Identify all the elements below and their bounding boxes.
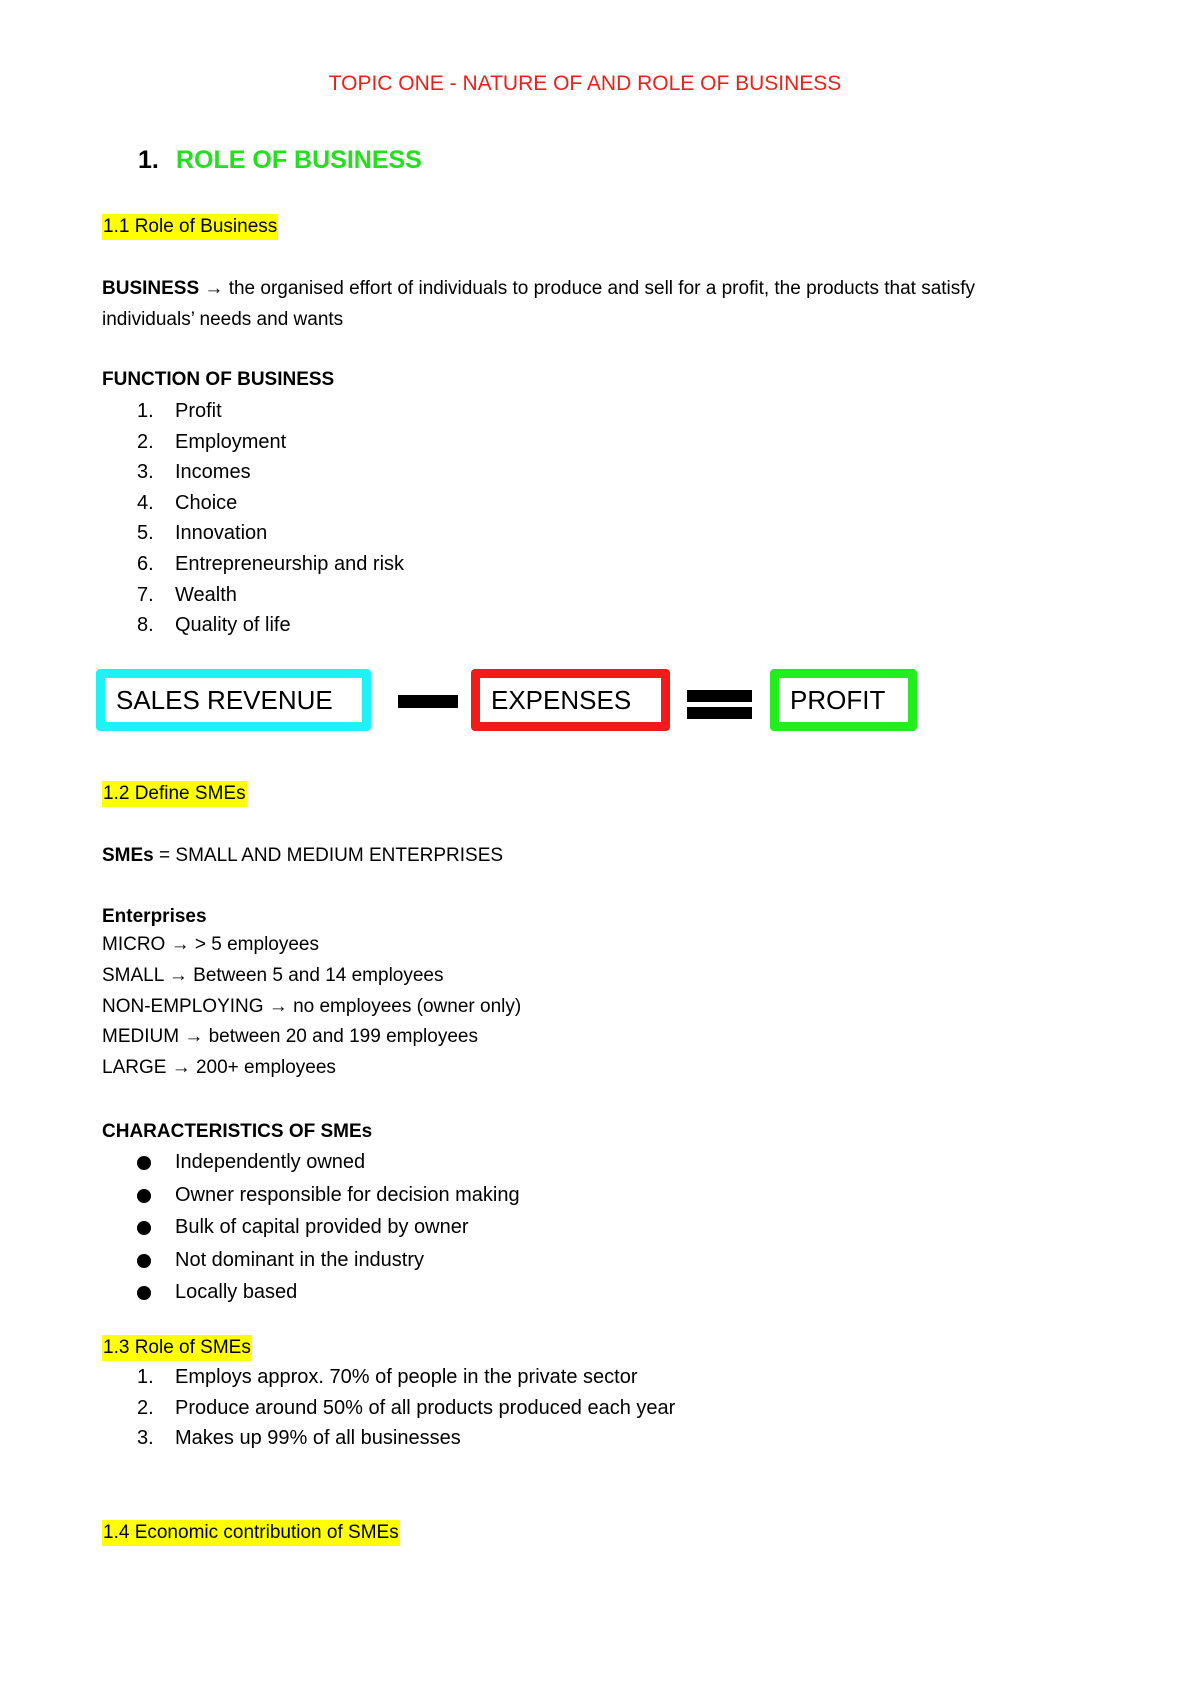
list-item: 7. Wealth [137, 583, 237, 606]
characteristics-heading: CHARACTERISTICS OF SMEs [102, 1121, 373, 1142]
list-item: Owner responsible for decision making [102, 1180, 520, 1213]
subheading-1-2: 1.2 Define SMEs [102, 781, 247, 807]
function-of-business-heading: FUNCTION OF BUSINESS [102, 369, 335, 390]
equals-sign-icon-top [687, 690, 752, 702]
role-of-smes-list [102, 1362, 675, 1454]
list-item: Locally based [102, 1277, 520, 1310]
enterprise-large: LARGE → 200+ employees [102, 1057, 336, 1079]
sme-definition [102, 840, 1062, 871]
section-heading-text: ROLE OF BUSINESS [176, 146, 422, 174]
equals-sign-icon-bottom [687, 707, 752, 719]
bullet-icon [137, 1221, 151, 1235]
subheading-1-3: 1.3 Role of SMEs [102, 1335, 252, 1361]
bullet-icon [137, 1189, 151, 1203]
list-item: 2. Produce around 50% of all products produced each year [137, 1396, 676, 1419]
list-item: Independently owned [102, 1147, 520, 1180]
list-item: 6. Entrepreneurship and risk [137, 552, 405, 575]
profit-box: PROFIT [770, 669, 917, 731]
sme-definition-text: = SMALL AND MEDIUM ENTERPRISES [153, 845, 504, 866]
business-definition-text: → the organised effort of individuals to produce and sell for a profit, the products that satisfy individuals’ needs and wants [102, 278, 976, 330]
list-item: Not dominant in the industry [102, 1245, 520, 1278]
expenses-box: EXPENSES [471, 669, 670, 731]
bullet-icon [137, 1156, 151, 1170]
list-item: 8. Quality of life [137, 614, 291, 637]
subheading-1-1: 1.1 Role of Business [102, 214, 278, 240]
list-item: 3. Incomes [137, 461, 251, 484]
functions-list [102, 396, 404, 641]
enterprise-micro: MICRO → > 5 employees [102, 934, 319, 955]
subheading-1-4: 1.4 Economic contribution of SMEs [102, 1520, 400, 1546]
list-item: Bulk of capital provided by owner [102, 1212, 520, 1245]
list-item: 4. Choice [137, 491, 238, 514]
bullet-icon [137, 1254, 151, 1268]
enterprises-heading: Enterprises [102, 906, 207, 927]
minus-sign-icon [398, 695, 458, 708]
sme-term: SMEs [102, 845, 154, 866]
enterprise-non-employing: NON-EMPLOYING → no employees (owner only) [102, 995, 522, 1017]
enterprise-medium: MEDIUM → between 20 and 199 employees [102, 1026, 478, 1048]
list-item: 5. Innovation [137, 522, 268, 545]
business-term: BUSINESS [102, 278, 200, 299]
list-item: 3. Makes up 99% of all businesses [137, 1427, 461, 1450]
section-number: 1. [138, 146, 159, 174]
list-item: 2. Employment [137, 430, 287, 453]
bullet-icon [137, 1286, 151, 1300]
section-heading-role-of-business [138, 146, 422, 175]
document-title: TOPIC ONE - NATURE OF AND ROLE OF BUSINESS [328, 72, 842, 95]
enterprise-small: SMALL → Between 5 and 14 employees [102, 964, 444, 986]
characteristics-list [102, 1147, 520, 1310]
list-item: 1. Profit [137, 400, 222, 422]
sales-revenue-box: SALES REVENUE [96, 669, 371, 731]
enterprises-list [102, 930, 521, 1084]
list-item: 1. Employs approx. 70% of people in the private sector [137, 1366, 638, 1388]
business-definition [102, 273, 1062, 335]
